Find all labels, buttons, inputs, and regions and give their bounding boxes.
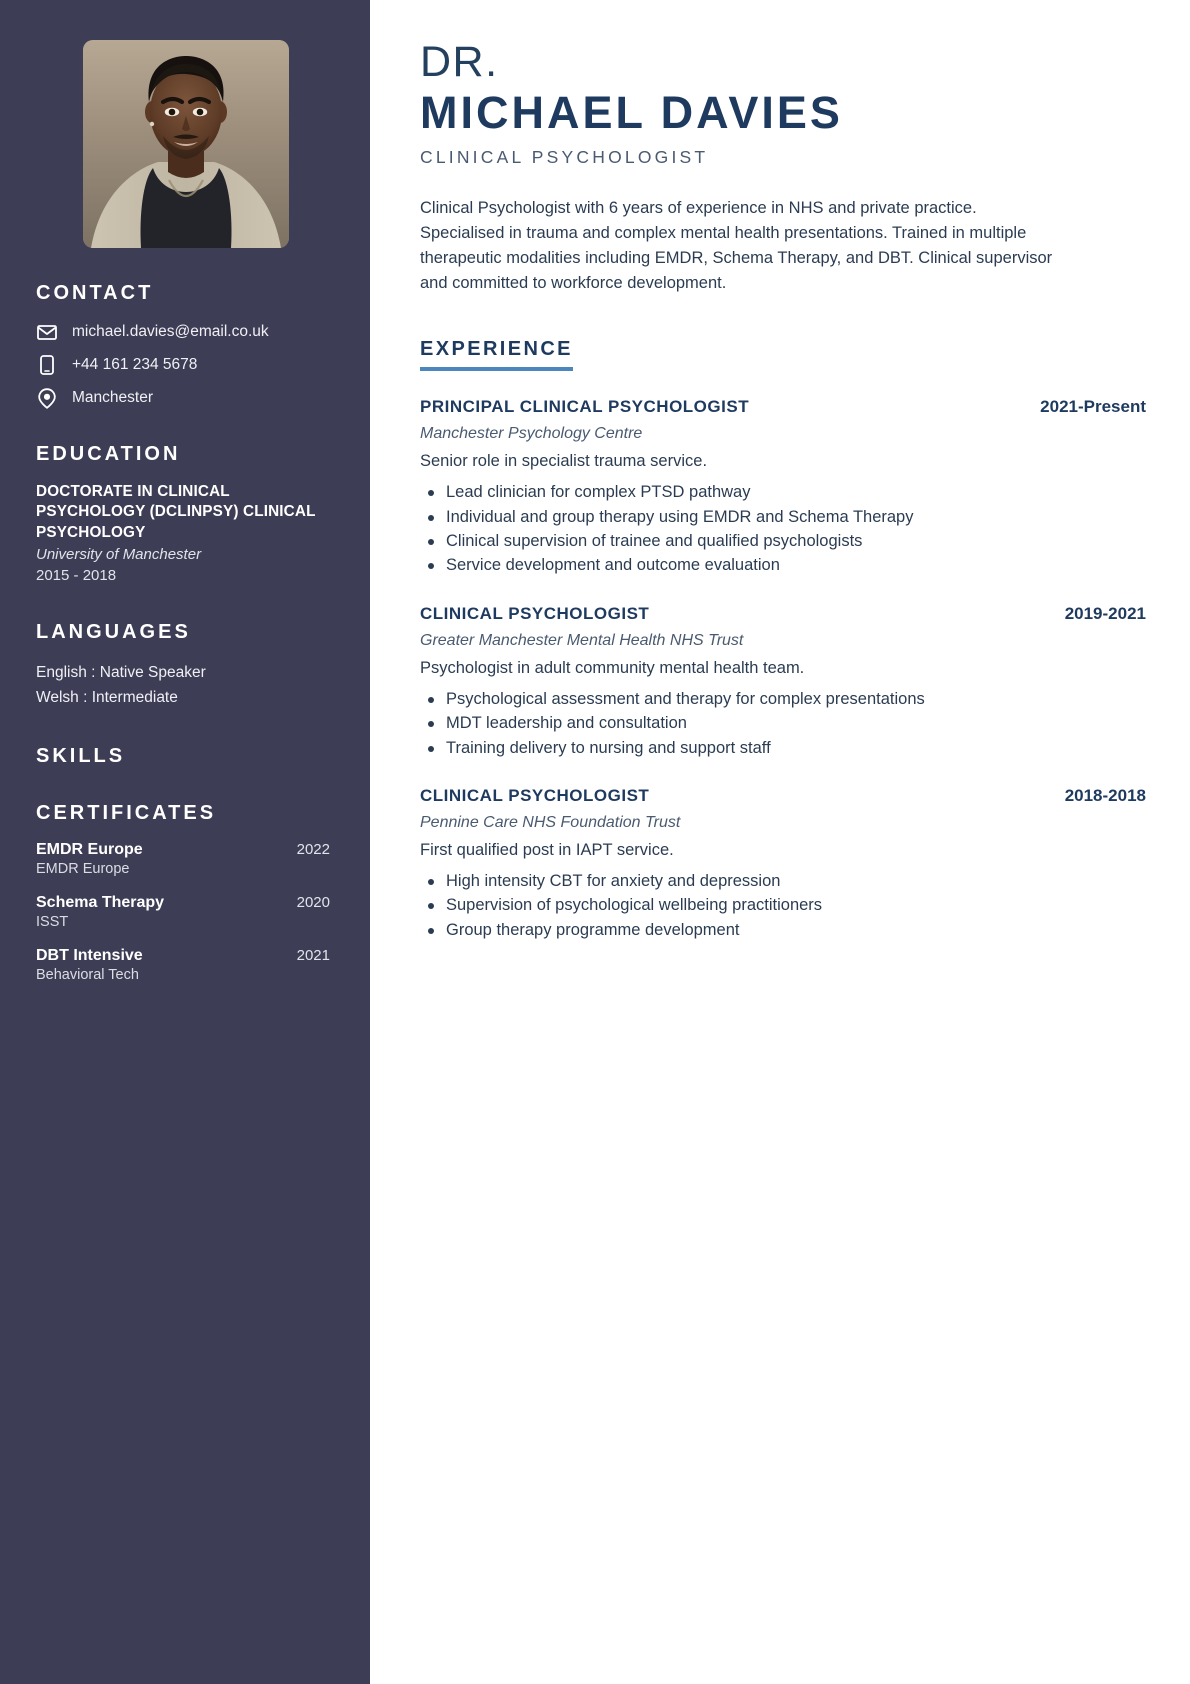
certificate-item <box>36 841 336 877</box>
experience-bullets <box>420 687 1150 760</box>
language-item: English : Native Speaker <box>36 663 206 681</box>
certificate-item <box>36 947 336 983</box>
certificate-issuer: Behavioral Tech <box>36 966 139 983</box>
contact-item-location <box>36 387 336 409</box>
experience-bullet: Training delivery to nursing and support staff <box>420 736 1150 760</box>
location-pin-icon <box>36 387 58 409</box>
experience-dates: 2019-2021 <box>1064 603 1146 623</box>
contact-heading: CONTACT <box>36 282 154 304</box>
education-heading: EDUCATION <box>36 443 181 465</box>
experience-organisation: Greater Manchester Mental Health NHS Trust <box>420 631 744 649</box>
experience-bullet: Supervision of psychological wellbeing practitioners <box>420 893 1150 917</box>
experience-bullet: Individual and group therapy using EMDR and Schema Therapy <box>420 505 1150 529</box>
experience-bullets <box>420 480 1150 578</box>
education-entry <box>36 482 336 587</box>
main-content <box>370 0 1190 1684</box>
experience-bullet: Group therapy programme development <box>420 918 1150 942</box>
experience-entry <box>420 397 1150 578</box>
profile-photo-graphic <box>83 40 289 248</box>
experience-dates: 2021-Present <box>1040 397 1146 417</box>
contact-email-value: michael.davies@email.co.uk <box>72 322 269 340</box>
page-title: MICHAEL DAVIES <box>420 87 843 139</box>
experience-organisation: Manchester Psychology Centre <box>420 425 643 443</box>
experience-bullet: Clinical supervision of trainee and qualified psychologists <box>420 529 1150 553</box>
experience-role: PRINCIPAL CLINICAL PSYCHOLOGIST <box>420 397 750 417</box>
name-prefix: DR. <box>420 38 499 86</box>
education-school: University of Manchester <box>36 546 202 564</box>
certificate-issuer: ISST <box>36 913 69 930</box>
experience-bullet: Lead clinician for complex PTSD pathway <box>420 480 1150 504</box>
experience-role: CLINICAL PSYCHOLOGIST <box>420 603 650 623</box>
contact-phone-value: +44 161 234 5678 <box>72 355 198 373</box>
experience-entry <box>420 604 1150 760</box>
certificate-year: 2020 <box>296 893 330 911</box>
experience-organisation: Pennine Care NHS Foundation Trust <box>420 814 681 832</box>
certificate-name: DBT Intensive <box>36 946 143 964</box>
sidebar <box>0 0 370 1684</box>
education-dates: 2015 - 2018 <box>36 567 117 585</box>
languages-heading: LANGUAGES <box>36 620 191 643</box>
experience-entry <box>420 786 1150 942</box>
education-degree: DOCTORATE IN CLINICAL PSYCHOLOGY (DCLINPSY) CLINICAL PSYCHOLOGY <box>36 483 316 541</box>
certificate-name: Schema Therapy <box>36 893 165 911</box>
experience-role: CLINICAL PSYCHOLOGIST <box>420 786 650 806</box>
certificate-year: 2022 <box>296 840 330 858</box>
certificate-name: EMDR Europe <box>36 840 143 858</box>
language-item: Welsh : Intermediate <box>36 689 178 707</box>
experience-description: Senior role in specialist trauma service. <box>420 452 708 471</box>
experience-description: Psychologist in adult community mental health team. <box>420 658 805 677</box>
certificate-item <box>36 894 336 930</box>
experience-bullets <box>420 869 1150 942</box>
professional-title: CLINICAL PSYCHOLOGIST <box>420 146 709 167</box>
experience-bullet: Service development and outcome evaluation <box>420 553 1150 577</box>
experience-bullet: Psychological assessment and therapy for complex presentations <box>420 687 1150 711</box>
avatar <box>83 40 289 248</box>
contact-item-phone <box>36 354 336 376</box>
experience-description: First qualified post in IAPT service. <box>420 841 674 860</box>
skills-heading: SKILLS <box>36 744 126 767</box>
certificates-heading: CERTIFICATES <box>36 801 217 824</box>
experience-bullet: High intensity CBT for anxiety and depression <box>420 869 1150 893</box>
certificate-issuer: EMDR Europe <box>36 860 130 877</box>
envelope-icon <box>36 321 58 343</box>
experience-heading: EXPERIENCE <box>420 338 573 371</box>
profile-summary: Clinical Psychologist with 6 years of experience in NHS and private practice. Specialised in trauma and complex mental health presentations. Trained in multiple therapeutic modalities including EMDR, Schema Therapy, and DBT. Clinical supervisor and committed to workforce development. <box>420 198 1053 293</box>
experience-bullet: MDT leadership and consultation <box>420 711 1150 735</box>
phone-icon <box>36 354 58 376</box>
contact-item-email <box>36 321 336 343</box>
experience-dates: 2018-2018 <box>1064 786 1146 806</box>
contact-location-value: Manchester <box>72 388 153 406</box>
certificate-year: 2021 <box>296 946 330 964</box>
